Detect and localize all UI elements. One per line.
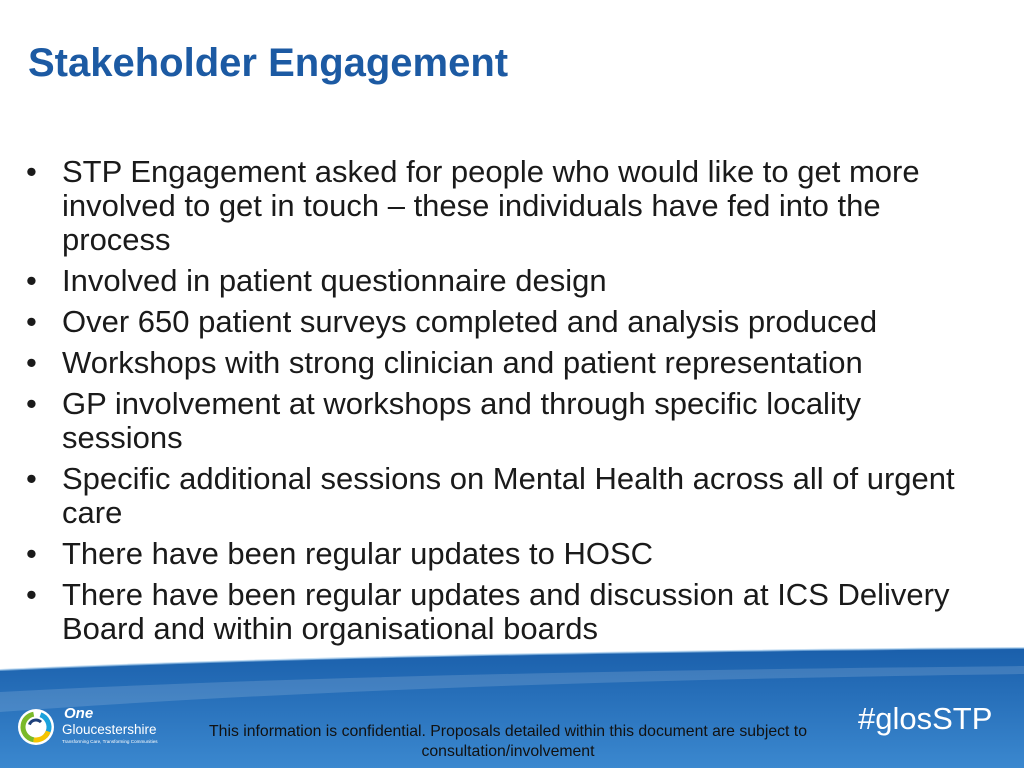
bullet-icon (26, 387, 37, 421)
logo-wordmark-one: One (64, 705, 94, 722)
bullet-item (26, 387, 974, 455)
confidentiality-notice: This information is confidential. Proposals detailed within this document are subject to consultation/involvement (209, 723, 807, 760)
bullet-item (26, 578, 974, 646)
bullet-icon (26, 305, 37, 339)
bullet-item (26, 305, 974, 339)
bullet-icon (26, 346, 37, 380)
bullet-text: Specific additional sessions on Mental Health across all of urgent care (62, 461, 955, 530)
slide-title: Stakeholder Engagement (28, 41, 509, 85)
bullet-item (26, 537, 974, 571)
logo-wordmark-gloucestershire: Gloucestershire (62, 722, 157, 737)
bullet-item (26, 155, 974, 257)
bullet-text: Involved in patient questionnaire design (62, 263, 607, 298)
hashtag-label: #glosSTP (858, 701, 993, 736)
bullet-item (26, 264, 974, 298)
bullet-text: Workshops with strong clinician and patient representation (62, 345, 863, 380)
bullet-icon (26, 155, 37, 189)
bullet-list (26, 155, 974, 653)
bullet-text: There have been regular updates to HOSC (62, 536, 654, 571)
bullet-icon (26, 462, 37, 496)
bullet-text: STP Engagement asked for people who would like to get more involved to get in touch – these individuals have fed into the process (62, 154, 920, 257)
logo-tagline: Transforming Care, Transforming Communities (62, 739, 158, 744)
bullet-icon (26, 537, 37, 571)
one-gloucestershire-logo-icon (16, 707, 56, 747)
bullet-text: Over 650 patient surveys completed and analysis produced (62, 304, 878, 339)
bullet-icon (26, 578, 37, 612)
bullet-icon (26, 264, 37, 298)
bullet-item (26, 346, 974, 380)
bullet-text: There have been regular updates and discussion at ICS Delivery Board and within organisational boards (62, 577, 950, 646)
bullet-item (26, 462, 974, 530)
bullet-text: GP involvement at workshops and through specific locality sessions (62, 386, 861, 455)
